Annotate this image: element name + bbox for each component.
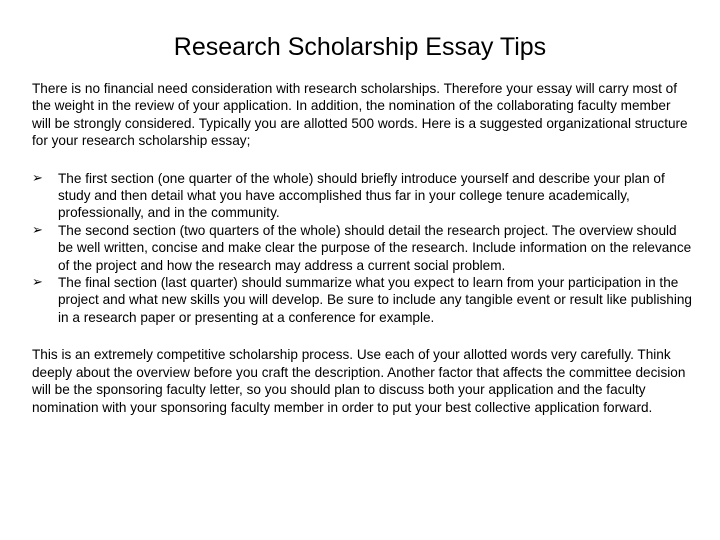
bullet-text: The final section (last quarter) should summarize what you expect to learn from your participation in the project and what new skills you will develop. Be sure to include any tangible event or result like publishing in a research paper or presenting at a conference for example. (58, 275, 692, 325)
bullet-list (32, 170, 692, 327)
arrow-bullet-icon: ➢ (32, 222, 43, 238)
closing-paragraph: This is an extremely competitive scholarship process. Use each of your allotted words very carefully. Think deeply about the overview before you craft the description. Another factor that affects the committee decision will be the sponsoring faculty letter, so you should plan to discuss both your application and the faculty nomination with your sponsoring faculty member in order to put your best collective application forward. (32, 347, 686, 415)
bullet-item (32, 222, 692, 274)
body-content (32, 80, 692, 416)
bullet-item (32, 274, 692, 326)
bullet-text: The second section (two quarters of the whole) should detail the research project. The overview should be well written, concise and make clear the purpose of the research. Include information on the relevance of the project and how the research may address a current social problem. (58, 222, 692, 273)
page-title: Research Scholarship Essay Tips (173, 33, 547, 61)
bullet-text: The first section (one quarter of the whole) should briefly introduce yourself and describe your plan of study and then detail what you have accomplished thus far in your college tenure academically, professionally, and in the community. (58, 170, 665, 221)
intro-paragraph: There is no financial need consideration with research scholarships. Therefore your essay will carry most of the weight in the review of your application. In addition, the nomination of the collaborating faculty member will be strongly considered. Typically you are allotted 500 words. Here is a suggested organizational structure for your research scholarship essay; (32, 81, 688, 149)
bullet-item (32, 170, 692, 222)
arrow-bullet-icon: ➢ (32, 275, 43, 291)
arrow-bullet-icon: ➢ (32, 170, 43, 186)
